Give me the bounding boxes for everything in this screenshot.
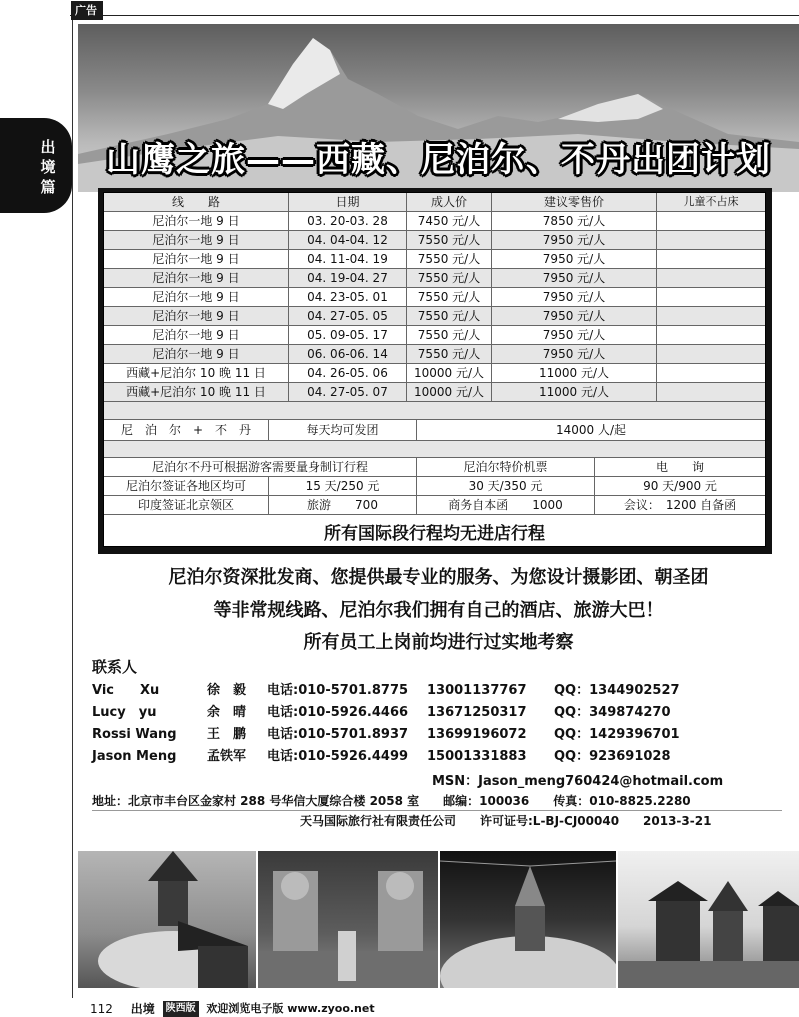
custom-itinerary-cell: 尼泊尔不丹可根据游客需要量身制订行程 <box>104 458 417 476</box>
side-tab-char: 篇 <box>40 178 56 196</box>
contact-mobile: 13671250317 <box>427 705 527 720</box>
visa-cell: 尼泊尔签证各地区均可 <box>104 477 269 495</box>
contact-cn-name: 王 鹏 <box>207 727 247 742</box>
route-cell: 尼泊尔一地 9 日 <box>104 250 289 268</box>
adult-price-cell: 10000 元/人 <box>407 383 492 401</box>
table-row <box>104 496 765 515</box>
date-cell: 04. 27-05. 07 <box>289 383 407 401</box>
contacts-heading: 联系人 <box>92 658 138 676</box>
retail-price-cell: 11000 元/人 <box>492 364 657 382</box>
promo-line: 尼泊尔资深批发商、您提供最专业的服务、为您设计摄影团、朝圣团 <box>168 567 709 588</box>
date-cell: 04. 26-05. 06 <box>289 364 407 382</box>
route-cell: 西藏+尼泊尔 10 晚 11 日 <box>104 383 289 401</box>
contact-qq: QQ：1344902527 <box>554 683 680 698</box>
contact-en-name: Vic Xu <box>92 683 160 698</box>
company-license-line: 天马国际旅行社有限责任公司 许可证号:L-BJ-CJ00040 2013-3-21 <box>300 814 712 828</box>
table-row <box>104 326 765 345</box>
contact-qq: QQ：349874270 <box>554 705 671 720</box>
contact-cn-name: 徐 毅 <box>207 683 247 698</box>
route-cell: 尼泊尔一地 9 日 <box>104 231 289 249</box>
child-price-cell <box>657 231 765 249</box>
top-rule <box>70 9 799 16</box>
edition-badge: 陕西版 <box>163 1001 199 1017</box>
date-cell: 06. 06-06. 14 <box>289 345 407 363</box>
boudhanath-photo <box>440 851 616 988</box>
child-price-cell <box>657 364 765 382</box>
contact-qq: QQ：1429396701 <box>554 727 680 742</box>
child-price-cell <box>657 269 765 287</box>
child-price-cell <box>657 326 765 344</box>
footer-section: 出境 <box>130 1001 155 1016</box>
date-cell: 05. 09-05. 17 <box>289 326 407 344</box>
date-cell: 04. 11-04. 19 <box>289 250 407 268</box>
table-row <box>104 231 765 250</box>
contact-cn-name: 孟铁军 <box>207 749 247 764</box>
table-row <box>104 288 765 307</box>
table-row <box>104 477 765 496</box>
adult-price-cell: 7550 元/人 <box>407 326 492 344</box>
retail-price-cell: 7950 元/人 <box>492 345 657 363</box>
route-cell: 尼泊尔一地 9 日 <box>104 269 289 287</box>
table-header-cell: 建议零售价 <box>492 193 657 211</box>
table-row <box>104 383 765 402</box>
child-price-cell <box>657 288 765 306</box>
child-price-cell <box>657 345 765 363</box>
bhutan-route-cell: 尼 泊 尔 + 不 丹 <box>104 420 269 440</box>
visa-30-cell: 30 天/350 元 <box>417 477 595 495</box>
child-price-cell <box>657 212 765 230</box>
retail-price-cell: 11000 元/人 <box>492 383 657 401</box>
table-row <box>104 345 765 364</box>
tour-schedule-table <box>98 188 772 554</box>
contact-phone: 电话:010-5701.8775 <box>267 683 409 698</box>
route-cell: 西藏+尼泊尔 10 晚 11 日 <box>104 364 289 382</box>
contact-mobile: 15001331883 <box>427 749 527 764</box>
contact-en-name: Lucy yu <box>92 705 157 720</box>
contact-en-name: Jason Meng <box>92 749 177 764</box>
contact-phone: 电话:010-5926.4466 <box>267 705 409 720</box>
retail-price-cell: 7950 元/人 <box>492 250 657 268</box>
business-visa-cell: 商务自本函 1000 <box>417 496 595 514</box>
footer-website-text: 欢迎浏览电子版 www.zyoo.net <box>206 1001 375 1015</box>
contact-phone: 电话:010-5926.4499 <box>267 749 409 764</box>
table-header-cell: 线 路 <box>104 193 289 211</box>
table-header-row <box>104 193 765 212</box>
bhutan-price-cell: 14000 人/起 <box>555 423 627 437</box>
retail-price-cell: 7950 元/人 <box>492 307 657 325</box>
promo-line: 所有员工上岗前均进行过实地考察 <box>303 632 574 653</box>
visa-15-cell: 15 天/250 元 <box>269 477 417 495</box>
promo-line: 等非常规线路、尼泊尔我们拥有自己的酒店、旅游大巴！ <box>213 600 664 621</box>
no-shopping-banner: 所有国际段行程均无进店行程 <box>324 524 545 544</box>
route-cell: 尼泊尔一地 9 日 <box>104 326 289 344</box>
bhutan-schedule-cell: 每天均可发团 <box>269 420 417 440</box>
table-header-cell: 日期 <box>289 193 407 211</box>
conference-visa-cell: 会议： 1200 自备函 <box>623 498 737 512</box>
date-cell: 04. 27-05. 05 <box>289 307 407 325</box>
route-cell: 尼泊尔一地 9 日 <box>104 212 289 230</box>
table-spacer-row <box>104 441 765 458</box>
route-cell: 尼泊尔一地 9 日 <box>104 307 289 325</box>
visa-90-cell: 90 天/900 元 <box>643 479 717 493</box>
tourist-visa-cell: 旅游 700 <box>269 496 417 514</box>
ad-tag: 广告 <box>71 1 103 20</box>
table-spacer-row <box>104 402 765 420</box>
retail-price-cell: 7950 元/人 <box>492 231 657 249</box>
side-tab-char: 境 <box>40 158 56 176</box>
date-cell: 03. 20-03. 28 <box>289 212 407 230</box>
adult-price-cell: 7550 元/人 <box>407 345 492 363</box>
contact-en-name: Rossi Wang <box>92 727 177 742</box>
child-price-cell <box>657 383 765 401</box>
retail-price-cell: 7950 元/人 <box>492 288 657 306</box>
divider <box>92 810 782 811</box>
inquire-cell: 电 询 <box>655 460 704 474</box>
table-header-cell: 成人价 <box>407 193 492 211</box>
india-visa-cell: 印度签证北京领区 <box>104 496 269 514</box>
statues-photo <box>258 851 438 988</box>
section-side-tab <box>0 118 72 213</box>
hero-mountain-image <box>78 24 799 192</box>
route-cell: 尼泊尔一地 9 日 <box>104 288 289 306</box>
adult-price-cell: 7550 元/人 <box>407 231 492 249</box>
stupa-photo <box>78 851 256 988</box>
adult-price-cell: 7450 元/人 <box>407 212 492 230</box>
child-price-cell <box>657 307 765 325</box>
table-row <box>104 458 765 477</box>
side-tab-char: 出 <box>40 138 56 156</box>
retail-price-cell: 7950 元/人 <box>492 326 657 344</box>
adult-price-cell: 7550 元/人 <box>407 288 492 306</box>
page-number: 112 <box>90 1001 113 1016</box>
retail-price-cell: 7850 元/人 <box>492 212 657 230</box>
retail-price-cell: 7950 元/人 <box>492 269 657 287</box>
address-line: 地址：北京市丰台区金家村 288 号华信大厦综合楼 2058 室 邮编：100036 传真：010-8825.2280 <box>92 794 691 808</box>
page-footer <box>90 1000 375 1016</box>
contact-qq: QQ：923691028 <box>554 749 671 764</box>
contact-cn-name: 余 晴 <box>207 705 247 720</box>
adult-price-cell: 7550 元/人 <box>407 307 492 325</box>
contact-mobile: 13699196072 <box>427 727 527 742</box>
photo-strip <box>78 851 799 988</box>
child-price-cell <box>657 250 765 268</box>
date-cell: 04. 04-04. 12 <box>289 231 407 249</box>
hero-title: 山鹰之旅——西藏、尼泊尔、不丹出团计划 <box>106 140 771 180</box>
adult-price-cell: 7550 元/人 <box>407 269 492 287</box>
contact-phone: 电话:010-5701.8937 <box>267 727 409 742</box>
table-header-cell: 儿童不占床 <box>683 195 739 208</box>
date-cell: 04. 19-04. 27 <box>289 269 407 287</box>
date-cell: 04. 23-05. 01 <box>289 288 407 306</box>
airfare-cell: 尼泊尔特价机票 <box>417 458 595 476</box>
contact-mobile: 13001137767 <box>427 683 527 698</box>
table-row <box>104 307 765 326</box>
bhutan-row <box>104 420 765 441</box>
adult-price-cell: 7550 元/人 <box>407 250 492 268</box>
adult-price-cell: 10000 元/人 <box>407 364 492 382</box>
route-cell: 尼泊尔一地 9 日 <box>104 345 289 363</box>
table-row <box>104 212 765 231</box>
msn-contact: MSN：Jason_meng760424@hotmail.com <box>432 774 724 789</box>
table-row <box>104 364 765 383</box>
durbar-square-photo <box>618 851 799 988</box>
table-row <box>104 250 765 269</box>
table-row <box>104 269 765 288</box>
